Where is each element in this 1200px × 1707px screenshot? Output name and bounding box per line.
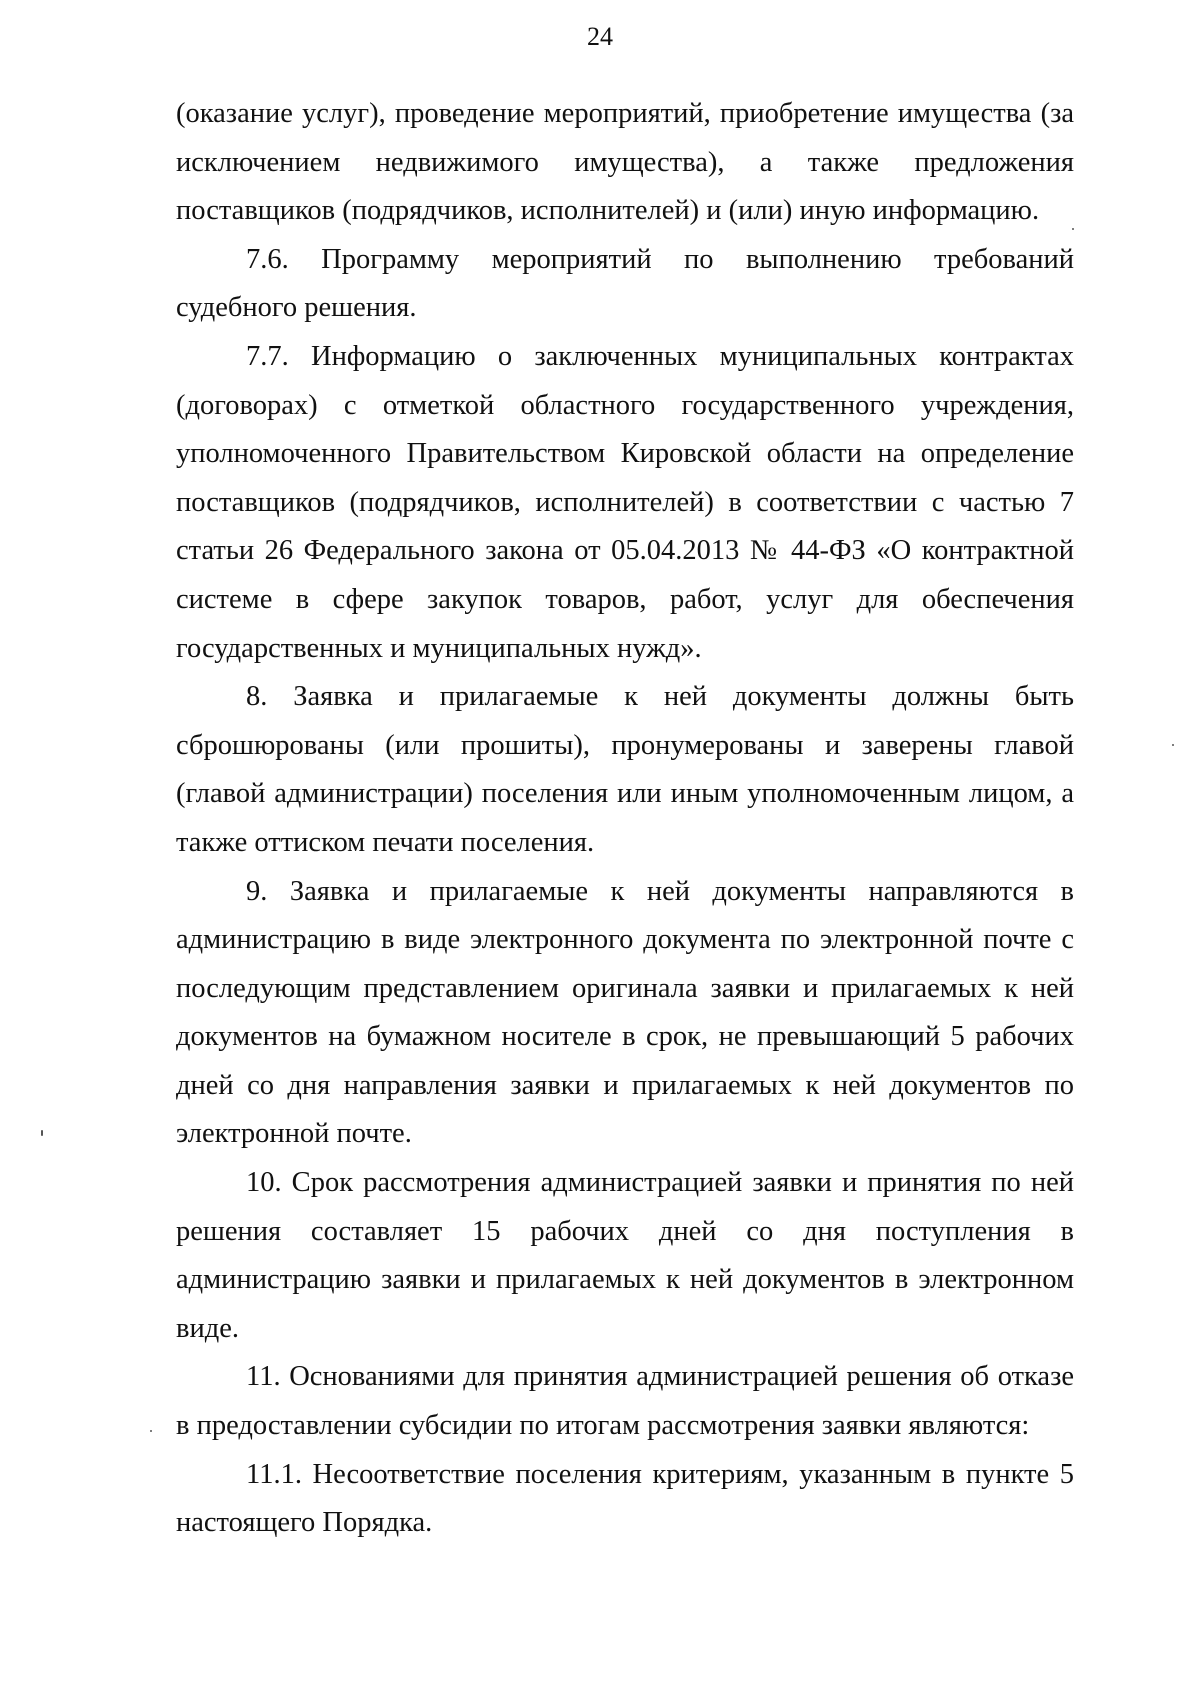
- paragraph-7-6: 7.6. Программу мероприятий по выполнению требований судебного решения.: [176, 243, 1074, 324]
- document-body: [176, 90, 1074, 1548]
- paragraph-10: 10. Срок рассмотрения администрацией заявки и принятия по ней решения составляет 15 рабочих дней со дня поступления в администрацию заявки и прилагаемых к ней документов в электронном виде.: [176, 1167, 1074, 1344]
- paragraph-9: 9. Заявка и прилагаемые к ней документы направляются в администрацию в виде электронного документа по электронной почте с последующим представлением оригинала заявки и прилагаемых к ней документов на бумажном носителе в срок, не превышающий 5 рабочих дней со дня направления заявки и прилагаемых к ней документов по электронной почте.: [176, 875, 1074, 1150]
- scan-speck: [41, 1130, 43, 1136]
- paragraph-7-7: 7.7. Информацию о заключенных муниципальных контрактах (договорах) с отметкой областного государственного учреждения, уполномоченного Правительством Кировской области на определение поставщиков (подрядчиков, исполнителей) в соответствии с частью 7 статьи 26 Федерального закона от 05.04.2013 № 44-ФЗ «О контрактной системе в сфере закупок товаров, работ, услуг для обеспечения государственных и муниципальных нужд».: [176, 340, 1074, 664]
- paragraph-8: 8. Заявка и прилагаемые к ней документы должны быть сброшюрованы (или прошиты), пронумерованы и заверены главой (главой администрации) поселения или иным уполномоченным лицом, а также оттиском печати поселения.: [176, 681, 1074, 858]
- scan-speck: [150, 1430, 152, 1432]
- paragraph-11-1: 11.1. Несоответствие поселения критериям, указанным в пункте 5 настоящего Порядка.: [176, 1458, 1074, 1539]
- paragraph-continuation: (оказание услуг), проведение мероприятий, приобретение имущества (за исключением недвижимого имущества), а также предложения поставщиков (подрядчиков, исполнителей) и (или) иную информацию.: [176, 98, 1074, 227]
- scan-speck: [1172, 744, 1174, 746]
- page-number: 24: [587, 22, 613, 51]
- paragraph-11: 11. Основаниями для принятия администрацией решения об отказе в предоставлении субсидии по итогам рассмотрения заявки являются:: [176, 1361, 1074, 1442]
- scan-speck: [1072, 228, 1074, 230]
